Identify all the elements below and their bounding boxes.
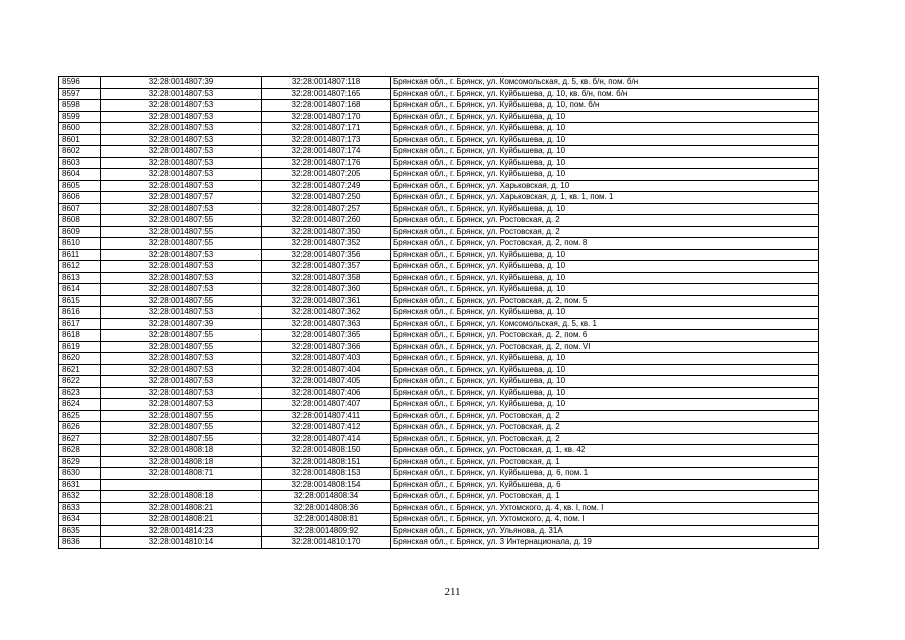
table-row [59,376,819,388]
row-number-cell: 8601 [59,134,101,146]
parcel-number-cell: 32:28:0014807:53 [101,180,262,192]
address-cell: Брянская обл., г. Брянск, ул. Куйбышева, д. 10 [391,157,819,169]
table-body [59,77,819,549]
parcel-number-cell: 32:28:0014808:71 [101,468,262,480]
row-number-cell: 8616 [59,307,101,319]
parcel-number-cell: 32:28:0014807:53 [101,261,262,273]
object-number-cell: 32:28:0014807:404 [262,364,391,376]
parcel-number-cell: 32:28:0014808:18 [101,491,262,503]
row-number-cell: 8618 [59,330,101,342]
table-row [59,249,819,261]
address-cell: Брянская обл., г. Брянск, ул. Куйбышева, д. 10 [391,146,819,158]
object-number-cell: 32:28:0014808:151 [262,456,391,468]
row-number-cell: 8617 [59,318,101,330]
parcel-number-cell: 32:28:0014807:53 [101,353,262,365]
parcel-number-cell: 32:28:0014814:23 [101,525,262,537]
parcel-number-cell: 32:28:0014807:53 [101,157,262,169]
table-row [59,525,819,537]
parcel-number-cell: 32:28:0014807:55 [101,422,262,434]
parcel-number-cell: 32:28:0014808:21 [101,502,262,514]
table-row [59,123,819,135]
address-cell: Брянская обл., г. Брянск, ул. Комсомольская, д. 5, кв. б/н, пом. б/н [391,77,819,89]
object-number-cell: 32:28:0014807:170 [262,111,391,123]
table-row [59,134,819,146]
parcel-number-cell: 32:28:0014808:18 [101,456,262,468]
table-row [59,364,819,376]
parcel-number-cell [101,479,262,491]
table-row [59,157,819,169]
object-number-cell: 32:28:0014808:154 [262,479,391,491]
address-cell: Брянская обл., г. Брянск, ул. Харьковская, д. 10 [391,180,819,192]
table-row [59,514,819,526]
address-cell: Брянская обл., г. Брянск, ул. Куйбышева, д. 10 [391,249,819,261]
parcel-number-cell: 32:28:0014807:53 [101,376,262,388]
parcel-number-cell: 32:28:0014807:53 [101,364,262,376]
row-number-cell: 8604 [59,169,101,181]
object-number-cell: 32:28:0014807:357 [262,261,391,273]
object-number-cell: 32:28:0014809:92 [262,525,391,537]
table-row [59,261,819,273]
row-number-cell: 8613 [59,272,101,284]
row-number-cell: 8608 [59,215,101,227]
table-row [59,272,819,284]
table-row [59,456,819,468]
address-cell: Брянская обл., г. Брянск, ул. Куйбышева, д. 10, пом. б/н [391,100,819,112]
table-row [59,468,819,480]
object-number-cell: 32:28:0014807:168 [262,100,391,112]
address-cell: Брянская обл., г. Брянск, ул. Харьковская, д. 1, кв. 1, пом. 1 [391,192,819,204]
object-number-cell: 32:28:0014807:260 [262,215,391,227]
address-cell: Брянская обл., г. Брянск, ул. Куйбышева, д. 6 [391,479,819,491]
address-cell: Брянская обл., г. Брянск, ул. Ростовская, д. 2 [391,410,819,422]
cadastral-records-table [58,76,819,549]
row-number-cell: 8636 [59,537,101,549]
table-row [59,445,819,457]
table-row [59,284,819,296]
address-cell: Брянская обл., г. Брянск, ул. Ростовская, д. 1 [391,456,819,468]
table-row [59,169,819,181]
row-number-cell: 8598 [59,100,101,112]
address-cell: Брянская обл., г. Брянск, ул. Куйбышева, д. 10 [391,169,819,181]
address-cell: Брянская обл., г. Брянск, ул. Куйбышева, д. 10 [391,123,819,135]
row-number-cell: 8627 [59,433,101,445]
row-number-cell: 8611 [59,249,101,261]
address-cell: Брянская обл., г. Брянск, ул. Ульянова, д. 31А [391,525,819,537]
table-row [59,238,819,250]
object-number-cell: 32:28:0014807:165 [262,88,391,100]
object-number-cell: 32:28:0014807:414 [262,433,391,445]
row-number-cell: 8597 [59,88,101,100]
object-number-cell: 32:28:0014807:366 [262,341,391,353]
table-row [59,387,819,399]
row-number-cell: 8625 [59,410,101,422]
row-number-cell: 8623 [59,387,101,399]
row-number-cell: 8607 [59,203,101,215]
page-number: 211 [444,586,461,598]
address-cell: Брянская обл., г. Брянск, ул. Ростовская, д. 2, пом. VI [391,341,819,353]
row-number-cell: 8624 [59,399,101,411]
object-number-cell: 32:28:0014808:34 [262,491,391,503]
table-row [59,77,819,89]
address-cell: Брянская обл., г. Брянск, ул. Куйбышева, д. 10, кв. б/н, пом. б/н [391,88,819,100]
row-number-cell: 8596 [59,77,101,89]
object-number-cell: 32:28:0014807:358 [262,272,391,284]
address-cell: Брянская обл., г. Брянск, ул. Куйбышева, д. 10 [391,399,819,411]
address-cell: Брянская обл., г. Брянск, ул. Куйбышева, д. 10 [391,364,819,376]
address-cell: Брянская обл., г. Брянск, ул. Ухтомского, д. 4, кв. I, пом. I [391,502,819,514]
address-cell: Брянская обл., г. Брянск, ул. Ростовская, д. 2, пом. 5 [391,295,819,307]
parcel-number-cell: 32:28:0014807:55 [101,410,262,422]
object-number-cell: 32:28:0014810:170 [262,537,391,549]
table-row [59,295,819,307]
parcel-number-cell: 32:28:0014807:53 [101,111,262,123]
parcel-number-cell: 32:28:0014807:53 [101,284,262,296]
row-number-cell: 8626 [59,422,101,434]
object-number-cell: 32:28:0014808:150 [262,445,391,457]
row-number-cell: 8615 [59,295,101,307]
parcel-number-cell: 32:28:0014807:55 [101,330,262,342]
parcel-number-cell: 32:28:0014808:21 [101,514,262,526]
table-row [59,422,819,434]
parcel-number-cell: 32:28:0014807:53 [101,123,262,135]
table-row [59,399,819,411]
parcel-number-cell: 32:28:0014807:39 [101,77,262,89]
row-number-cell: 8632 [59,491,101,503]
table-row [59,146,819,158]
table-row [59,180,819,192]
table-row [59,111,819,123]
address-cell: Брянская обл., г. Брянск, ул. Куйбышева, д. 6, пом. 1 [391,468,819,480]
parcel-number-cell: 32:28:0014807:53 [101,203,262,215]
object-number-cell: 32:28:0014807:173 [262,134,391,146]
row-number-cell: 8605 [59,180,101,192]
row-number-cell: 8635 [59,525,101,537]
object-number-cell: 32:28:0014807:352 [262,238,391,250]
parcel-number-cell: 32:28:0014807:39 [101,318,262,330]
address-cell: Брянская обл., г. Брянск, ул. Куйбышева, д. 10 [391,387,819,399]
table-row [59,433,819,445]
address-cell: Брянская обл., г. Брянск, ул. Комсомольская, д. 5, кв. 1 [391,318,819,330]
row-number-cell: 8612 [59,261,101,273]
object-number-cell: 32:28:0014807:356 [262,249,391,261]
object-number-cell: 32:28:0014807:362 [262,307,391,319]
parcel-number-cell: 32:28:0014807:53 [101,307,262,319]
row-number-cell: 8599 [59,111,101,123]
address-cell: Брянская обл., г. Брянск, ул. Ростовская, д. 2 [391,422,819,434]
parcel-number-cell: 32:28:0014807:55 [101,341,262,353]
row-number-cell: 8620 [59,353,101,365]
table-row [59,330,819,342]
address-cell: Брянская обл., г. Брянск, ул. 3 Интернационала, д. 19 [391,537,819,549]
table-row [59,307,819,319]
table-row [59,100,819,112]
object-number-cell: 32:28:0014807:118 [262,77,391,89]
parcel-number-cell: 32:28:0014807:53 [101,134,262,146]
object-number-cell: 32:28:0014807:174 [262,146,391,158]
object-number-cell: 32:28:0014807:406 [262,387,391,399]
object-number-cell: 32:28:0014807:403 [262,353,391,365]
object-number-cell: 32:28:0014807:249 [262,180,391,192]
table-row [59,88,819,100]
address-cell: Брянская обл., г. Брянск, ул. Куйбышева, д. 10 [391,272,819,284]
object-number-cell: 32:28:0014807:171 [262,123,391,135]
address-cell: Брянская обл., г. Брянск, ул. Куйбышева, д. 10 [391,353,819,365]
row-number-cell: 8621 [59,364,101,376]
row-number-cell: 8614 [59,284,101,296]
address-cell: Брянская обл., г. Брянск, ул. Ростовская, д. 2 [391,433,819,445]
object-number-cell: 32:28:0014807:257 [262,203,391,215]
object-number-cell: 32:28:0014807:205 [262,169,391,181]
address-cell: Брянская обл., г. Брянск, ул. Куйбышева, д. 10 [391,307,819,319]
address-cell: Брянская обл., г. Брянск, ул. Ростовская, д. 2 [391,226,819,238]
address-cell: Брянская обл., г. Брянск, ул. Ростовская, д. 1, кв. 42 [391,445,819,457]
table-row [59,353,819,365]
address-cell: Брянская обл., г. Брянск, ул. Куйбышева, д. 10 [391,134,819,146]
object-number-cell: 32:28:0014808:81 [262,514,391,526]
object-number-cell: 32:28:0014807:350 [262,226,391,238]
row-number-cell: 8629 [59,456,101,468]
address-cell: Брянская обл., г. Брянск, ул. Ростовская, д. 2, пом. 6 [391,330,819,342]
table-row [59,502,819,514]
parcel-number-cell: 32:28:0014807:53 [101,272,262,284]
parcel-number-cell: 32:28:0014807:53 [101,399,262,411]
parcel-number-cell: 32:28:0014807:53 [101,387,262,399]
row-number-cell: 8603 [59,157,101,169]
row-number-cell: 8610 [59,238,101,250]
table-row [59,410,819,422]
parcel-number-cell: 32:28:0014808:18 [101,445,262,457]
parcel-number-cell: 32:28:0014807:53 [101,169,262,181]
table-row [59,537,819,549]
table-row [59,318,819,330]
row-number-cell: 8606 [59,192,101,204]
row-number-cell: 8602 [59,146,101,158]
row-number-cell: 8630 [59,468,101,480]
row-number-cell: 8633 [59,502,101,514]
address-cell: Брянская обл., г. Брянск, ул. Куйбышева, д. 10 [391,376,819,388]
table-row [59,203,819,215]
object-number-cell: 32:28:0014807:176 [262,157,391,169]
parcel-number-cell: 32:28:0014807:53 [101,249,262,261]
parcel-number-cell: 32:28:0014807:53 [101,146,262,158]
table-row [59,215,819,227]
table-row [59,192,819,204]
parcel-number-cell: 32:28:0014807:53 [101,100,262,112]
object-number-cell: 32:28:0014807:360 [262,284,391,296]
object-number-cell: 32:28:0014807:407 [262,399,391,411]
row-number-cell: 8622 [59,376,101,388]
address-cell: Брянская обл., г. Брянск, ул. Куйбышева, д. 10 [391,261,819,273]
address-cell: Брянская обл., г. Брянск, ул. Куйбышева, д. 10 [391,111,819,123]
parcel-number-cell: 32:28:0014810:14 [101,537,262,549]
row-number-cell: 8634 [59,514,101,526]
parcel-number-cell: 32:28:0014807:55 [101,295,262,307]
row-number-cell: 8609 [59,226,101,238]
row-number-cell: 8628 [59,445,101,457]
row-number-cell: 8631 [59,479,101,491]
object-number-cell: 32:28:0014807:363 [262,318,391,330]
table-row [59,226,819,238]
table-row [59,479,819,491]
table-row [59,491,819,503]
address-cell: Брянская обл., г. Брянск, ул. Ухтомского, д. 4, пом. I [391,514,819,526]
object-number-cell: 32:28:0014807:365 [262,330,391,342]
parcel-number-cell: 32:28:0014807:55 [101,433,262,445]
parcel-number-cell: 32:28:0014807:55 [101,215,262,227]
address-cell: Брянская обл., г. Брянск, ул. Ростовская, д. 1 [391,491,819,503]
object-number-cell: 32:28:0014807:411 [262,410,391,422]
address-cell: Брянская обл., г. Брянск, ул. Куйбышева, д. 10 [391,203,819,215]
table-row [59,341,819,353]
parcel-number-cell: 32:28:0014807:55 [101,238,262,250]
row-number-cell: 8600 [59,123,101,135]
object-number-cell: 32:28:0014807:405 [262,376,391,388]
row-number-cell: 8619 [59,341,101,353]
object-number-cell: 32:28:0014808:153 [262,468,391,480]
parcel-number-cell: 32:28:0014807:53 [101,88,262,100]
object-number-cell: 32:28:0014807:250 [262,192,391,204]
object-number-cell: 32:28:0014807:412 [262,422,391,434]
object-number-cell: 32:28:0014807:361 [262,295,391,307]
parcel-number-cell: 32:28:0014807:57 [101,192,262,204]
object-number-cell: 32:28:0014808:36 [262,502,391,514]
address-cell: Брянская обл., г. Брянск, ул. Ростовская, д. 2 [391,215,819,227]
address-cell: Брянская обл., г. Брянск, ул. Ростовская, д. 2, пом. 8 [391,238,819,250]
address-cell: Брянская обл., г. Брянск, ул. Куйбышева, д. 10 [391,284,819,296]
parcel-number-cell: 32:28:0014807:55 [101,226,262,238]
